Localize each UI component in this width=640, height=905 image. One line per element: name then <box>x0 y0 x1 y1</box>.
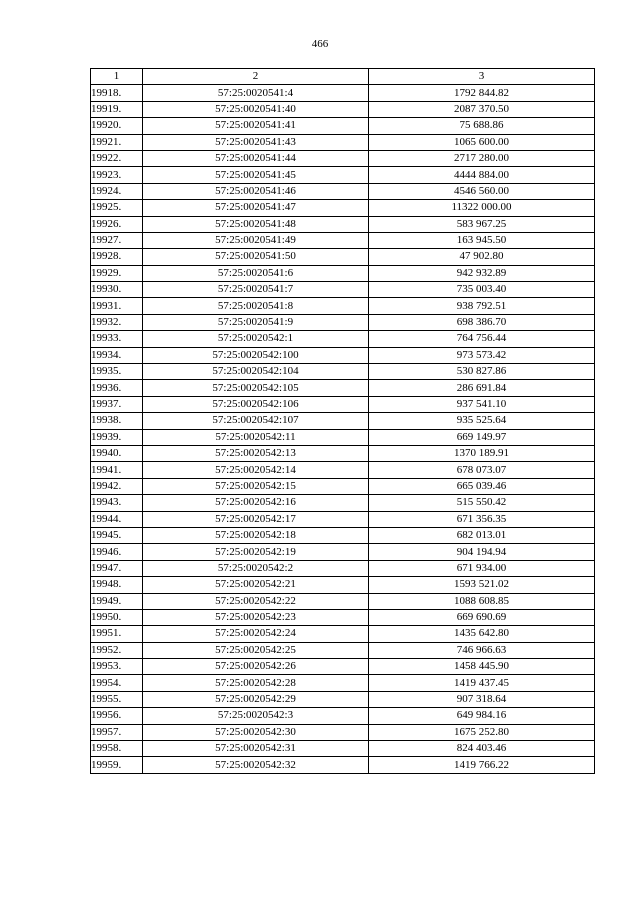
cadastral-value-cell: 75 688.86 <box>369 118 595 134</box>
row-number-cell: 19957. <box>91 724 143 740</box>
cadastral-value-cell: 4444 884.00 <box>369 167 595 183</box>
table-row <box>91 691 595 707</box>
row-number-cell: 19949. <box>91 593 143 609</box>
row-number-cell: 19947. <box>91 560 143 576</box>
cadastral-number-cell: 57:25:0020542:2 <box>143 560 369 576</box>
row-number-cell: 19934. <box>91 347 143 363</box>
cadastral-value-cell: 904 194.94 <box>369 544 595 560</box>
row-number-cell: 19932. <box>91 314 143 330</box>
table-row <box>91 249 595 265</box>
row-number-cell: 19939. <box>91 429 143 445</box>
cadastral-value-cell: 47 902.80 <box>369 249 595 265</box>
cadastral-number-cell: 57:25:0020541:43 <box>143 134 369 150</box>
cadastral-value-cell: 1419 766.22 <box>369 757 595 773</box>
cadastral-number-cell: 57:25:0020542:11 <box>143 429 369 445</box>
cadastral-value-cell: 942 932.89 <box>369 265 595 281</box>
cadastral-number-cell: 57:25:0020541:8 <box>143 298 369 314</box>
row-number-cell: 19937. <box>91 396 143 412</box>
cadastral-number-cell: 57:25:0020542:104 <box>143 364 369 380</box>
cadastral-value-cell: 1675 252.80 <box>369 724 595 740</box>
cadastral-number-cell: 57:25:0020542:31 <box>143 741 369 757</box>
row-number-cell: 19922. <box>91 150 143 166</box>
table-row <box>91 478 595 494</box>
table-row <box>91 609 595 625</box>
cadastral-number-cell: 57:25:0020542:16 <box>143 495 369 511</box>
cadastral-value-cell: 665 039.46 <box>369 478 595 494</box>
row-number-cell: 19941. <box>91 462 143 478</box>
cadastral-number-cell: 57:25:0020542:32 <box>143 757 369 773</box>
row-number-cell: 19924. <box>91 183 143 199</box>
table-row <box>91 216 595 232</box>
cadastral-number-cell: 57:25:0020542:19 <box>143 544 369 560</box>
table-row <box>91 232 595 248</box>
cadastral-number-cell: 57:25:0020541:44 <box>143 150 369 166</box>
row-number-cell: 19919. <box>91 101 143 117</box>
cadastral-number-cell: 57:25:0020541:48 <box>143 216 369 232</box>
row-number-cell: 19930. <box>91 282 143 298</box>
row-number-cell: 19936. <box>91 380 143 396</box>
cadastral-value-cell: 935 525.64 <box>369 413 595 429</box>
table-row <box>91 314 595 330</box>
cadastral-value-cell: 2717 280.00 <box>369 150 595 166</box>
cadastral-value-cell: 764 756.44 <box>369 331 595 347</box>
cadastral-number-cell: 57:25:0020542:25 <box>143 642 369 658</box>
cadastral-value-cell: 649 984.16 <box>369 708 595 724</box>
table-row <box>91 167 595 183</box>
table-row <box>91 298 595 314</box>
cadastral-value-cell: 1065 600.00 <box>369 134 595 150</box>
cadastral-number-cell: 57:25:0020542:14 <box>143 462 369 478</box>
table-row <box>91 577 595 593</box>
cadastral-number-cell: 57:25:0020542:105 <box>143 380 369 396</box>
table-body <box>91 85 595 773</box>
table-row <box>91 265 595 281</box>
row-number-cell: 19955. <box>91 691 143 707</box>
row-number-cell: 19946. <box>91 544 143 560</box>
row-number-cell: 19931. <box>91 298 143 314</box>
cadastral-number-cell: 57:25:0020541:46 <box>143 183 369 199</box>
table-row <box>91 364 595 380</box>
row-number-cell: 19953. <box>91 659 143 675</box>
cadastral-value-cell: 583 967.25 <box>369 216 595 232</box>
row-number-cell: 19929. <box>91 265 143 281</box>
table-row <box>91 118 595 134</box>
cadastral-value-cell: 1419 437.45 <box>369 675 595 691</box>
row-number-cell: 19918. <box>91 85 143 101</box>
row-number-cell: 19959. <box>91 757 143 773</box>
cadastral-value-cell: 163 945.50 <box>369 232 595 248</box>
cadastral-number-cell: 57:25:0020542:18 <box>143 527 369 543</box>
row-number-cell: 19948. <box>91 577 143 593</box>
table-row <box>91 626 595 642</box>
cadastral-value-cell: 678 073.07 <box>369 462 595 478</box>
cadastral-value-cell: 735 003.40 <box>369 282 595 298</box>
cadastral-number-cell: 57:25:0020542:24 <box>143 626 369 642</box>
row-number-cell: 19926. <box>91 216 143 232</box>
table-row <box>91 396 595 412</box>
table-row <box>91 200 595 216</box>
table-row <box>91 282 595 298</box>
cadastral-value-cell: 4546 560.00 <box>369 183 595 199</box>
row-number-cell: 19935. <box>91 364 143 380</box>
row-number-cell: 19921. <box>91 134 143 150</box>
table-header-row <box>91 69 595 85</box>
cadastral-number-cell: 57:25:0020542:22 <box>143 593 369 609</box>
cadastral-value-cell: 671 934.00 <box>369 560 595 576</box>
cadastral-number-cell: 57:25:0020542:3 <box>143 708 369 724</box>
table-row <box>91 757 595 773</box>
cadastral-number-cell: 57:25:0020542:21 <box>143 577 369 593</box>
row-number-cell: 19928. <box>91 249 143 265</box>
cadastral-number-cell: 57:25:0020542:23 <box>143 609 369 625</box>
cadastral-value-cell: 1593 521.02 <box>369 577 595 593</box>
table-row <box>91 659 595 675</box>
cadastral-number-cell: 57:25:0020542:100 <box>143 347 369 363</box>
table-row <box>91 642 595 658</box>
cadastral-number-cell: 57:25:0020542:17 <box>143 511 369 527</box>
cadastral-value-cell: 973 573.42 <box>369 347 595 363</box>
cadastral-number-cell: 57:25:0020542:29 <box>143 691 369 707</box>
cadastral-value-cell: 530 827.86 <box>369 364 595 380</box>
cadastral-number-cell: 57:25:0020542:1 <box>143 331 369 347</box>
table-row <box>91 331 595 347</box>
row-number-cell: 19950. <box>91 609 143 625</box>
cadastral-value-cell: 11322 000.00 <box>369 200 595 216</box>
table-row <box>91 101 595 117</box>
table-row <box>91 708 595 724</box>
row-number-cell: 19956. <box>91 708 143 724</box>
row-number-cell: 19943. <box>91 495 143 511</box>
cadastral-number-cell: 57:25:0020541:40 <box>143 101 369 117</box>
cadastral-value-cell: 938 792.51 <box>369 298 595 314</box>
table-row <box>91 445 595 461</box>
cadastral-number-cell: 57:25:0020541:6 <box>143 265 369 281</box>
cadastral-value-cell: 671 356.35 <box>369 511 595 527</box>
row-number-cell: 19944. <box>91 511 143 527</box>
cadastral-value-cell: 937 541.10 <box>369 396 595 412</box>
row-number-cell: 19927. <box>91 232 143 248</box>
table-row <box>91 380 595 396</box>
cadastral-number-cell: 57:25:0020542:107 <box>143 413 369 429</box>
cadastral-number-cell: 57:25:0020541:45 <box>143 167 369 183</box>
cadastral-number-cell: 57:25:0020542:106 <box>143 396 369 412</box>
table-row <box>91 347 595 363</box>
table-row <box>91 544 595 560</box>
table-row <box>91 462 595 478</box>
row-number-cell: 19938. <box>91 413 143 429</box>
cadastral-value-cell: 1435 642.80 <box>369 626 595 642</box>
table-row <box>91 429 595 445</box>
cadastral-value-cell: 1088 608.85 <box>369 593 595 609</box>
cadastral-value-cell: 1458 445.90 <box>369 659 595 675</box>
cadastral-number-cell: 57:25:0020541:50 <box>143 249 369 265</box>
cadastral-number-cell: 57:25:0020542:15 <box>143 478 369 494</box>
cadastral-number-cell: 57:25:0020541:41 <box>143 118 369 134</box>
cadastral-number-cell: 57:25:0020542:26 <box>143 659 369 675</box>
cadastral-number-cell: 57:25:0020542:13 <box>143 445 369 461</box>
row-number-cell: 19920. <box>91 118 143 134</box>
cadastral-value-cell: 1792 844.82 <box>369 85 595 101</box>
cadastral-value-cell: 2087 370.50 <box>369 101 595 117</box>
row-number-cell: 19958. <box>91 741 143 757</box>
table-row <box>91 413 595 429</box>
column-header-3: 3 <box>369 69 595 85</box>
cadastral-number-cell: 57:25:0020541:49 <box>143 232 369 248</box>
row-number-cell: 19942. <box>91 478 143 494</box>
cadastral-number-cell: 57:25:0020542:30 <box>143 724 369 740</box>
cadastral-number-cell: 57:25:0020541:47 <box>143 200 369 216</box>
table-row <box>91 134 595 150</box>
cadastral-value-table <box>90 68 595 774</box>
row-number-cell: 19933. <box>91 331 143 347</box>
row-number-cell: 19923. <box>91 167 143 183</box>
row-number-cell: 19940. <box>91 445 143 461</box>
cadastral-value-cell: 746 966.63 <box>369 642 595 658</box>
row-number-cell: 19925. <box>91 200 143 216</box>
cadastral-value-cell: 907 318.64 <box>369 691 595 707</box>
page-number: 466 <box>311 38 329 50</box>
cadastral-value-cell: 669 149.97 <box>369 429 595 445</box>
cadastral-value-cell: 698 386.70 <box>369 314 595 330</box>
cadastral-value-cell: 669 690.69 <box>369 609 595 625</box>
cadastral-number-cell: 57:25:0020542:28 <box>143 675 369 691</box>
table-row <box>91 511 595 527</box>
column-header-1: 1 <box>91 69 143 85</box>
cadastral-value-cell: 1370 189.91 <box>369 445 595 461</box>
row-number-cell: 19945. <box>91 527 143 543</box>
table-row <box>91 675 595 691</box>
table-row <box>91 183 595 199</box>
row-number-cell: 19951. <box>91 626 143 642</box>
table-row <box>91 593 595 609</box>
table-row <box>91 85 595 101</box>
table-row <box>91 495 595 511</box>
cadastral-value-cell: 286 691.84 <box>369 380 595 396</box>
table-row <box>91 741 595 757</box>
table-row <box>91 560 595 576</box>
cadastral-number-cell: 57:25:0020541:4 <box>143 85 369 101</box>
cadastral-number-cell: 57:25:0020541:7 <box>143 282 369 298</box>
column-header-2: 2 <box>143 69 369 85</box>
table-row <box>91 150 595 166</box>
row-number-cell: 19952. <box>91 642 143 658</box>
cadastral-value-cell: 824 403.46 <box>369 741 595 757</box>
cadastral-number-cell: 57:25:0020541:9 <box>143 314 369 330</box>
row-number-cell: 19954. <box>91 675 143 691</box>
cadastral-value-cell: 515 550.42 <box>369 495 595 511</box>
table-row <box>91 527 595 543</box>
table-row <box>91 724 595 740</box>
cadastral-value-cell: 682 013.01 <box>369 527 595 543</box>
